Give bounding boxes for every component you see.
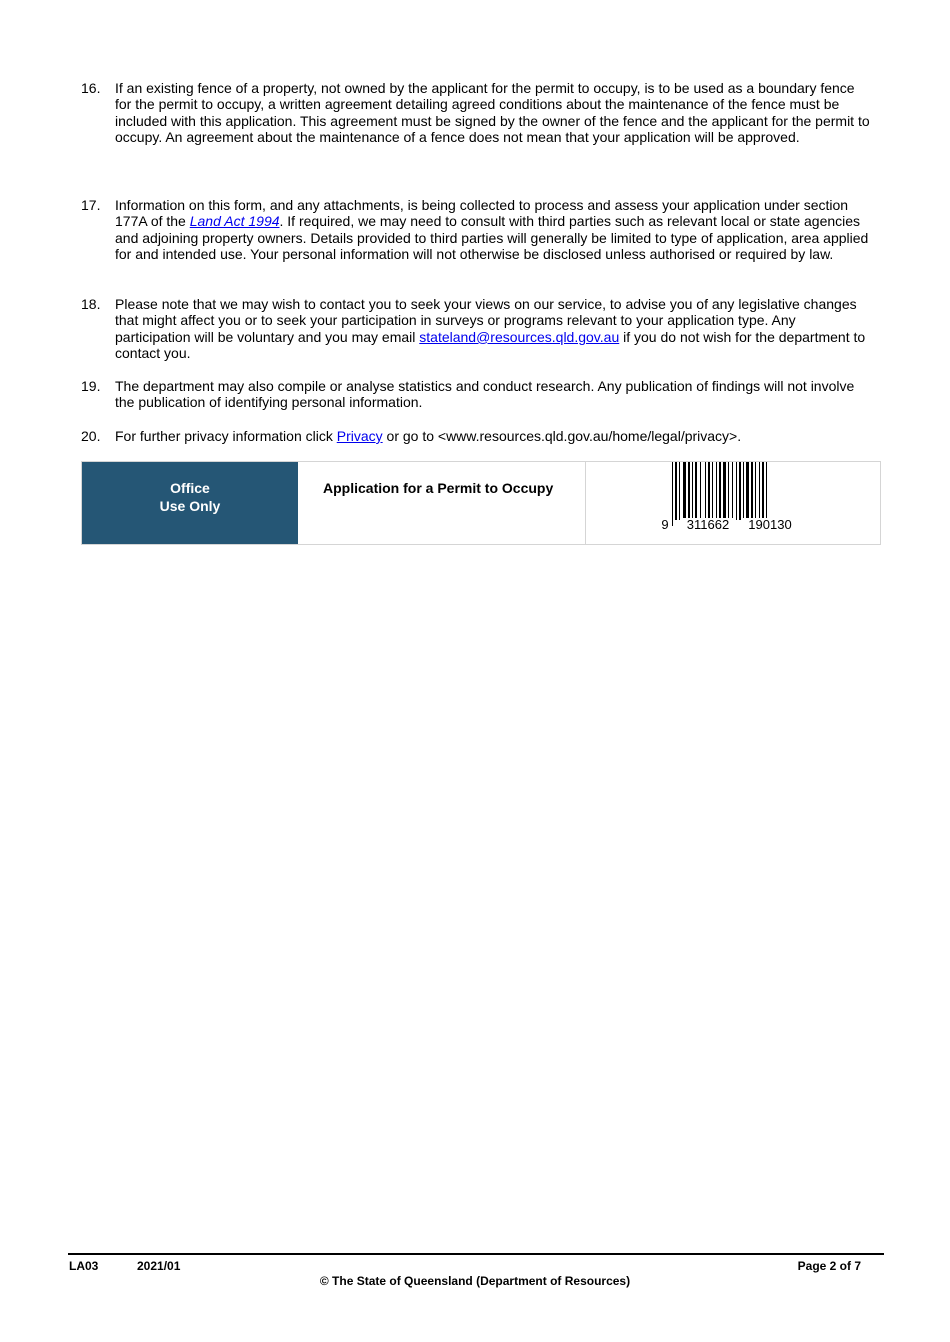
barcode-bar (672, 462, 673, 526)
barcode-bar (683, 462, 686, 520)
barcode-bar (700, 462, 701, 520)
barcode-digits-right: 190130 (748, 517, 792, 532)
item-number: 17. (81, 197, 101, 213)
barcode-bar (743, 462, 744, 520)
barcode-bar (732, 462, 733, 520)
barcode-digit-first: 9 (661, 517, 669, 532)
barcode-bar (705, 462, 706, 520)
item-text: For further privacy information click Privacy or go to <www.resources.qld.gov.au/home/legal/privacy>. (115, 428, 742, 444)
list-item-20 (81, 428, 871, 444)
item-number: 20. (81, 428, 101, 444)
item-number: 19. (81, 378, 101, 394)
office-use-label: Office Use Only (82, 462, 298, 544)
barcode-bar (746, 462, 749, 520)
copyright: © The State of Queensland (Department of Resources) (319, 1274, 631, 1288)
list-item-17 (81, 197, 871, 263)
barcode-bar (708, 462, 710, 520)
item-text: Information on this form, and any attachments, is being collected to process and assess your application under section 177A of the Land Act 1994. If required, we may need to consult with third parties such as relevant local or state agencies and adjoining property owners. Details provided to third parties will generally be limited to type of application, area applied for and intended use. Your personal information will not otherwise be disclosed unless authorised or required by law. (115, 197, 869, 263)
item-text: If an existing fence of a property, not owned by the applicant for the permit to occupy, is to be used as a boundary fence for the permit to occupy, a written agreement detailing agreed conditions about the maintenance of the fence must be included with this application. This agreement must be signed by the owner of the fence and the applicant for the permit to occupy. An agreement about the maintenance of a fence does not mean that your application will be approved. (115, 80, 870, 146)
barcode-bar (759, 462, 760, 520)
email-link[interactable]: stateland@resources.qld.gov.au (419, 328, 620, 345)
barcode-bar (679, 462, 680, 520)
form-title: Application for a Permit to Occupy (298, 462, 586, 544)
form-version: 2021/01 (137, 1259, 181, 1273)
item-text: The department may also compile or analyse statistics and conduct research. Any publication of findings will not involve the publication of identifying personal information. (115, 378, 855, 411)
barcode-cell (586, 462, 880, 544)
barcode-bar (692, 462, 693, 520)
barcode-bar (675, 462, 677, 520)
barcode-bar (716, 462, 717, 520)
barcode-bar (762, 462, 764, 520)
item-number: 18. (81, 296, 101, 312)
barcode-digits-left: 311662 (686, 517, 730, 532)
privacy-link[interactable]: Privacy (336, 428, 383, 444)
barcode-bar (751, 462, 753, 520)
office-use-table (81, 461, 881, 545)
land-act-link[interactable]: Land Act 1994 (189, 213, 280, 230)
item-number: 16. (81, 80, 101, 96)
item-text: Please note that we may wish to contact you to seek your views on our service, to advise you of any legislative changes that might affect you or to seek your participation in surveys or programs relevant to your application type. Any participation will be voluntary and you may email stateland@resources.qld.gov.au if you do not wish for the department to contact you. (115, 296, 866, 362)
footer-divider (68, 1253, 884, 1255)
barcode-bar (736, 462, 737, 520)
barcode-bar (728, 462, 729, 520)
list-item-19 (81, 378, 871, 411)
barcode-bar (723, 462, 726, 520)
barcode-icon (658, 462, 818, 534)
list-item-18 (81, 296, 871, 362)
barcode-bar (688, 462, 690, 520)
barcode-bar (739, 462, 741, 520)
barcode-bar (755, 462, 756, 520)
barcode-bar (712, 462, 713, 520)
barcode-bar (695, 462, 697, 520)
list-item-16 (81, 80, 871, 146)
page-number: Page 2 of 7 (797, 1259, 861, 1273)
form-code: LA03 (69, 1259, 99, 1273)
